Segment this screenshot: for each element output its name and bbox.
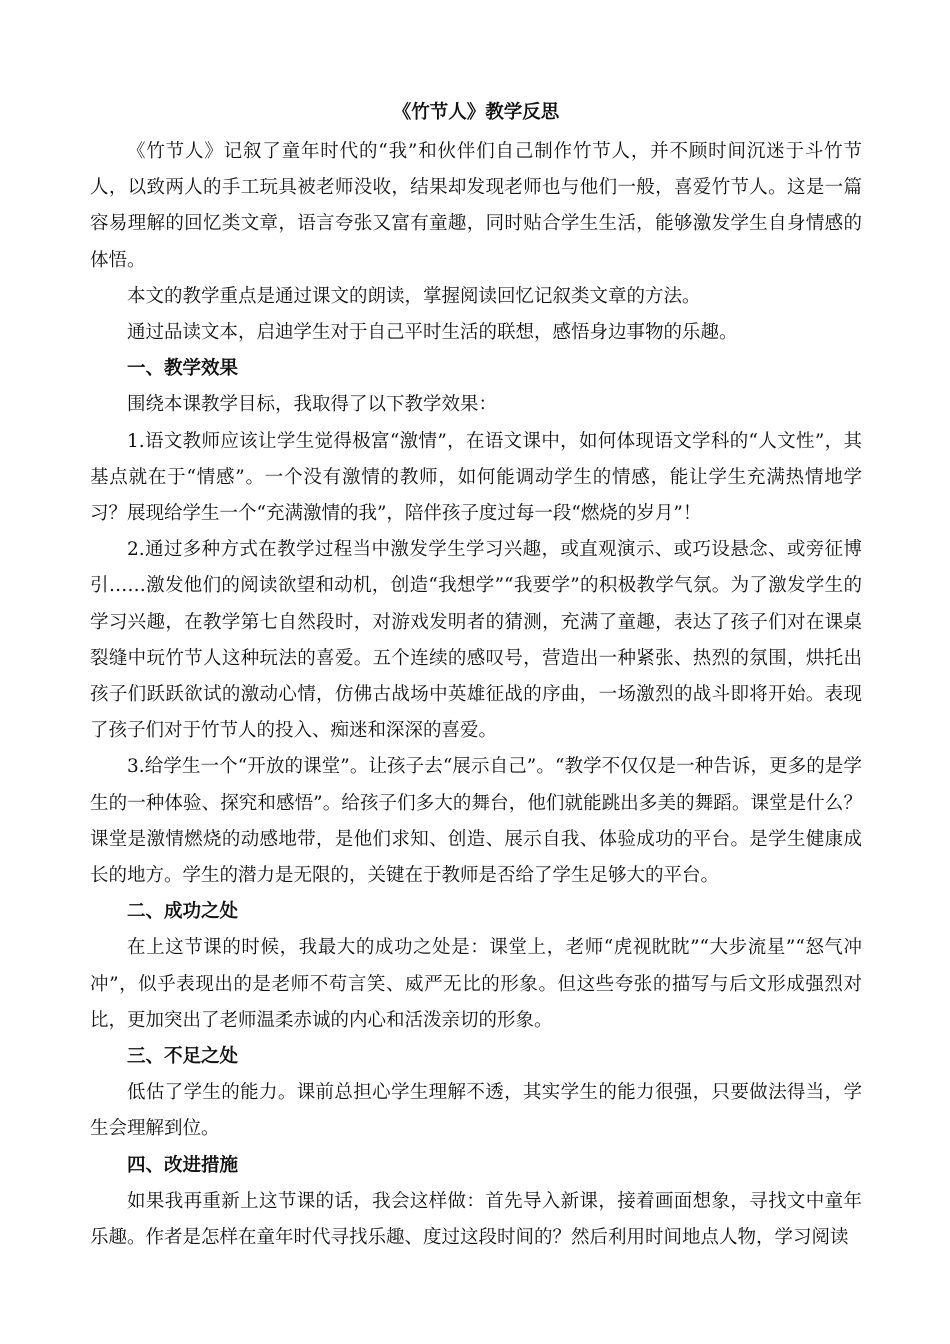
- teaching-effect-paragraph-1: 1.语文教师应该让学生觉得极富“激情”，在语文课中，如何体现语文学科的“人文性”，其基点就在于“情感”。一个没有激情的教师，如何能调动学生的情感，能让学生充满热情地学习？展现给学生一个“充满激情的我”，陪伴孩子度过每一段“燃烧的岁月”！: [90, 430, 862, 525]
- section-heading-improvements: 四、改进措施: [127, 1154, 239, 1176]
- section-heading-teaching-effect: 一、教学效果: [127, 358, 239, 380]
- teaching-effect-paragraph-2: 2.通过多种方式在教学过程当中激发学生学习兴趣，或直观演示、或巧设悬念、或旁征博引……激发他们的阅读欲望和动机，创造“我想学”“我要学”的积极教学气氛。为了激发学生的学习兴趣，在教学第七自然段时，对游戏发明者的猜测，充满了童趣，表达了孩子们对在课桌裂缝中玩竹节人这种玩法的喜爱。五个连续的感叹号，营造出一种紧张、热烈的氛围，烘托出孩子们跃跃欲试的激动心情，仿佛古战场中英雄征战的序曲，一场激烈的战斗即将开始。表现了孩子们对于竹节人的投入、痴迷和深深的喜爱。: [90, 539, 862, 742]
- intro-paragraph-1: 《竹节人》记叙了童年时代的“我”和伙伴们自己制作竹节人，并不顾时间沉迷于斗竹节人，以致两人的手工玩具被老师没收，结果却发现老师也与他们一般，喜爱竹节人。这是一篇容易理解的回忆类文章，语言夸张又富有童趣，同时贴合学生生活，能够激发学生自身情感的体悟。: [90, 141, 862, 271]
- intro-paragraph-2: 本文的教学重点是通过课文的朗读，掌握阅读回忆记叙类文章的方法。: [127, 285, 701, 307]
- document-title: 《竹节人》教学反思: [392, 102, 560, 123]
- teaching-effect-paragraph-intro: 围绕本课教学目标，我取得了以下教学效果：: [127, 394, 498, 416]
- shortcomings-paragraph: 低估了学生的能力。课前总担心学生理解不透，其实学生的能力很强，只要做法得当，学生会理解到位。: [90, 1082, 862, 1140]
- section-heading-shortcomings: 三、不足之处: [127, 1046, 239, 1068]
- section-heading-success: 二、成功之处: [127, 901, 239, 923]
- intro-paragraph-3: 通过品读文本，启迪学生对于自己平时生活的联想，感悟身边事物的乐趣。: [127, 322, 738, 344]
- teaching-effect-paragraph-3: 3.给学生一个“开放的课堂”。让孩子去“展示自己”。“教学不仅仅是一种告诉，更多的是学生的一种体验、探究和感悟”。给孩子们多大的舞台，他们就能跳出多美的舞蹈。课堂是什么？课堂是激情燃烧的动感地带，是他们求知、创造、展示自我、体验成功的平台。是学生健康成长的地方。学生的潜力是无限的，关键在于教师是否给了学生足够大的平台。: [90, 756, 862, 887]
- success-paragraph: 在上这节课的时候，我最大的成功之处是：课堂上，老师“虎视眈眈”“大步流星”“怒气冲冲”，似乎表现出的是老师不苟言笑、威严无比的形象。但这些夸张的描写与后文形成强烈对比，更加突出了老师温柔赤诚的内心和活泼亲切的形象。: [90, 937, 862, 1031]
- improvements-paragraph: 如果我再重新上这节课的话，我会这样做：首先导入新课，接着画面想象，寻找文中童年乐趣。作者是怎样在童年时代寻找乐趣、度过这段时间的？然后利用时间地点人物，学习阅读: [90, 1190, 862, 1249]
- document-page: [90, 92, 862, 1256]
